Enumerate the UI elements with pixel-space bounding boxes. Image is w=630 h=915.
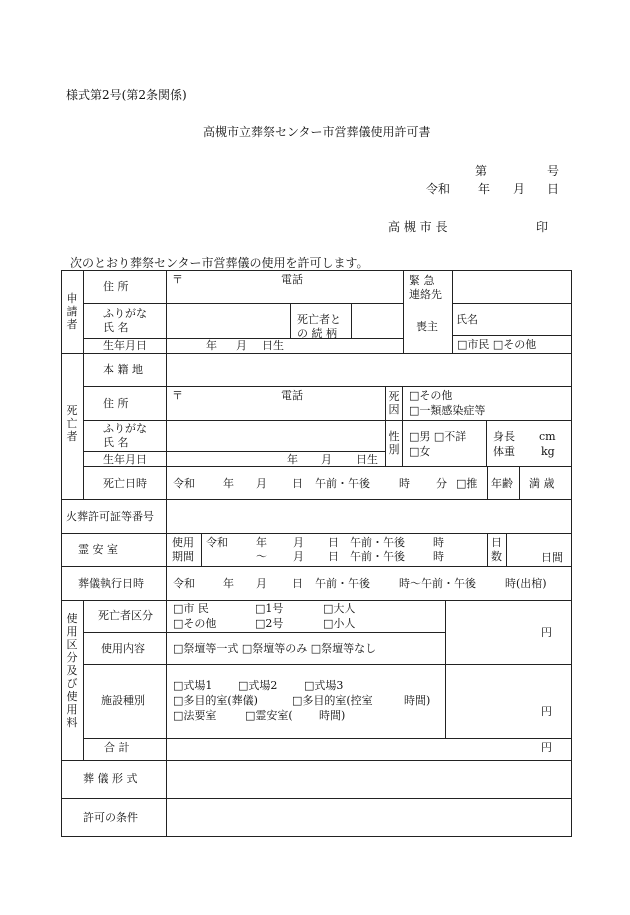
grid-line (166, 270, 167, 354)
sex-option-female[interactable]: □女 (409, 445, 431, 458)
death-hour: 時 (399, 477, 410, 490)
funeral-form-label: 葬 儀 形 式 (83, 772, 138, 785)
registry-label: 本 籍 地 (103, 363, 143, 376)
category-2go[interactable]: □2号 (255, 617, 284, 630)
applicant-phone-label: 電話 (281, 273, 303, 286)
reian-day-start: 日 (328, 536, 339, 549)
total-label: 合 計 (104, 741, 130, 754)
grid-line (83, 600, 84, 760)
residency-checkboxes[interactable]: □市民 □その他 (457, 338, 537, 351)
reian-year: 年 (256, 536, 267, 549)
category-other[interactable]: □その他 (173, 617, 217, 630)
reian-era: 令和 (206, 536, 228, 549)
grid-line (452, 335, 572, 336)
grid-line (487, 533, 488, 566)
reian-ampm-end: 午前・午後 (350, 550, 405, 563)
deceased-name-label: 氏 名 (103, 436, 129, 449)
document-title: 高槻市立葬祭センター市営葬儀使用許可書 (203, 125, 431, 139)
grid-line (61, 760, 572, 761)
grid-line (487, 466, 488, 499)
grid-line (201, 533, 202, 566)
death-year: 年 (223, 477, 234, 490)
funeral-era: 令和 (173, 577, 195, 590)
reian-hour-start: 時 (433, 536, 444, 549)
relation-label-1: 死亡者と (297, 313, 341, 326)
category-child[interactable]: □小人 (323, 617, 356, 630)
grid-line (83, 632, 445, 633)
death-estimate-checkbox[interactable]: □推 (456, 477, 478, 490)
death-datetime-label: 死亡日時 (103, 477, 147, 490)
grid-line (83, 270, 84, 354)
grid-line (351, 303, 352, 338)
grid-line (83, 303, 403, 304)
chief-mourner-name-label: 氏名 (456, 313, 478, 326)
height-unit: cm (539, 430, 556, 443)
grid-line (61, 566, 572, 567)
deceased-section-label: 死亡者 (66, 404, 78, 443)
grid-line (61, 600, 572, 601)
number-dai: 第 (475, 164, 488, 178)
applicant-postal-mark: 〒 (172, 273, 183, 286)
sex-option-male-unknown[interactable]: □男 □不詳 (409, 430, 467, 443)
cause-option-infectious[interactable]: □一類感染症等 (409, 404, 486, 417)
deceased-birth-month: 月 (321, 453, 332, 466)
age-unit: 満 歳 (529, 477, 555, 490)
deceased-birth-year: 年 (287, 453, 298, 466)
days-unit: 日間 (541, 551, 563, 564)
applicant-birth-day: 日生 (262, 339, 284, 352)
funeral-ampm-start: 午前・午後 (315, 577, 370, 590)
chief-mourner-label: 喪主 (416, 320, 438, 333)
facility-multipurpose-waiting[interactable]: □多目的室(控室 (292, 694, 373, 707)
issuer: 高 槻 市 長 (388, 220, 448, 234)
grid-line (166, 499, 167, 533)
emergency-label-2: 連絡先 (409, 288, 442, 301)
funeral-year: 年 (223, 577, 234, 590)
emergency-label-1: 緊 急 (409, 274, 435, 287)
facility-hall-1[interactable]: □式場1 (173, 679, 213, 692)
cause-option-other[interactable]: □その他 (409, 389, 453, 402)
number-go: 号 (547, 164, 560, 178)
days-label-2: 数 (491, 550, 502, 563)
conditions-label: 許可の条件 (83, 811, 138, 824)
reian-day-end: 日 (328, 550, 339, 563)
grid-line (83, 386, 572, 387)
period-label-1: 使用 (172, 536, 194, 549)
grid-line (486, 420, 487, 466)
date-month: 月 (513, 182, 526, 196)
relation-label-2: の 続 柄 (297, 327, 337, 340)
style-number: 様式第2号(第2条関係) (66, 88, 187, 102)
grid-line (571, 270, 572, 837)
deceased-furigana-label: ふりがな (103, 422, 147, 435)
grid-line (83, 353, 84, 499)
applicant-birth-label: 生年月日 (103, 339, 147, 352)
age-label: 年齢 (491, 477, 513, 490)
deceased-address-label: 住 所 (103, 397, 129, 410)
category-1go[interactable]: □1号 (255, 602, 284, 615)
sex-label: 性別 (388, 430, 400, 456)
cause-label: 死因 (388, 390, 400, 416)
grid-line (166, 353, 167, 499)
facility-multipurpose-hours: 時間) (404, 694, 431, 707)
category-shimin[interactable]: □市 民 (173, 602, 209, 615)
facility-multipurpose-funeral[interactable]: □多目的室(葬儀) (173, 694, 258, 707)
yen-unit-facility: 円 (541, 705, 552, 718)
deceased-category-label: 死亡者区分 (98, 609, 153, 622)
grid-line (452, 303, 572, 304)
grid-line (83, 420, 572, 421)
grid-line (445, 600, 446, 738)
death-minute: 分 (436, 477, 447, 490)
facility-type-label: 施設種別 (101, 694, 145, 707)
cremation-permit-label: 火葬許可証等番号 (66, 510, 154, 523)
yen-unit-total: 円 (541, 741, 552, 754)
funeral-hour-end: 時(出棺) (505, 577, 547, 590)
grid-line (83, 664, 572, 665)
reian-month-start: 月 (293, 536, 304, 549)
deceased-birth-day: 日生 (356, 453, 378, 466)
grid-line (166, 600, 167, 760)
funeral-time-label: 葬儀執行日時 (78, 577, 144, 590)
grid-line (83, 451, 385, 452)
facility-memorial-room[interactable]: □法要室 (173, 709, 217, 722)
death-month: 月 (256, 477, 267, 490)
deceased-postal-mark: 〒 (172, 389, 183, 402)
intro-text: 次のとおり葬祭センター市営葬儀の使用を許可します。 (70, 256, 369, 270)
yen-unit-category: 円 (541, 626, 552, 639)
grid-line (452, 270, 453, 354)
grid-line (61, 798, 572, 799)
grid-line (166, 566, 167, 600)
usage-content-options[interactable]: □祭壇等一式 □祭壇等のみ □祭壇等なし (173, 642, 377, 655)
grid-line (166, 533, 167, 566)
reian-ampm-start: 午前・午後 (350, 536, 405, 549)
grid-line (403, 270, 404, 354)
usage-content-label: 使用内容 (101, 642, 145, 655)
deceased-phone-label: 電話 (281, 389, 303, 402)
death-ampm: 午前・午後 (315, 477, 370, 490)
applicant-birth-month: 月 (236, 339, 247, 352)
death-era: 令和 (173, 477, 195, 490)
period-label-2: 期間 (172, 550, 194, 563)
date-era: 令和 (426, 182, 451, 196)
grid-line (519, 466, 520, 499)
deceased-birth-label: 生年月日 (103, 453, 147, 466)
grid-line (402, 386, 403, 466)
grid-line (61, 353, 572, 354)
grid-line (61, 499, 572, 500)
reian-month-end: 月 (293, 550, 304, 563)
facility-hall-2[interactable]: □式場2 (238, 679, 278, 692)
facility-hall-3[interactable]: □式場3 (304, 679, 344, 692)
grid-line (385, 386, 386, 466)
applicant-name-label: 氏 名 (103, 321, 129, 334)
usage-section-label: 使用区分及び使用料 (66, 612, 78, 729)
category-adult[interactable]: □大人 (323, 602, 356, 615)
grid-line (290, 303, 291, 338)
grid-line (506, 533, 507, 566)
applicant-furigana-label: ふりがな (103, 307, 147, 320)
grid-line (83, 738, 572, 739)
applicant-address-label: 住 所 (103, 280, 129, 293)
reian-label: 霊 安 室 (78, 543, 118, 556)
weight-label: 体重 (493, 445, 515, 458)
grid-line (61, 533, 572, 534)
date-year: 年 (478, 182, 491, 196)
facility-mortuary-room[interactable]: □霊安室( (245, 709, 293, 722)
facility-mortuary-hours: 時間) (319, 709, 346, 722)
funeral-month: 月 (256, 577, 267, 590)
days-label-1: 日 (491, 536, 502, 549)
grid-line (83, 466, 572, 467)
funeral-hour-range: 時～午前・午後 (399, 577, 476, 590)
death-day: 日 (292, 477, 303, 490)
grid-line (61, 836, 572, 837)
grid-line (61, 270, 572, 271)
seal-mark: 印 (536, 220, 549, 234)
reian-tilde: ～ (256, 550, 267, 563)
grid-line (61, 270, 62, 837)
funeral-day: 日 (292, 577, 303, 590)
applicant-section-label: 申請者 (66, 292, 78, 331)
weight-unit: kg (541, 445, 555, 458)
date-day: 日 (547, 182, 560, 196)
height-label: 身長 (493, 430, 515, 443)
reian-hour-end: 時 (433, 550, 444, 563)
applicant-birth-year: 年 (206, 339, 217, 352)
